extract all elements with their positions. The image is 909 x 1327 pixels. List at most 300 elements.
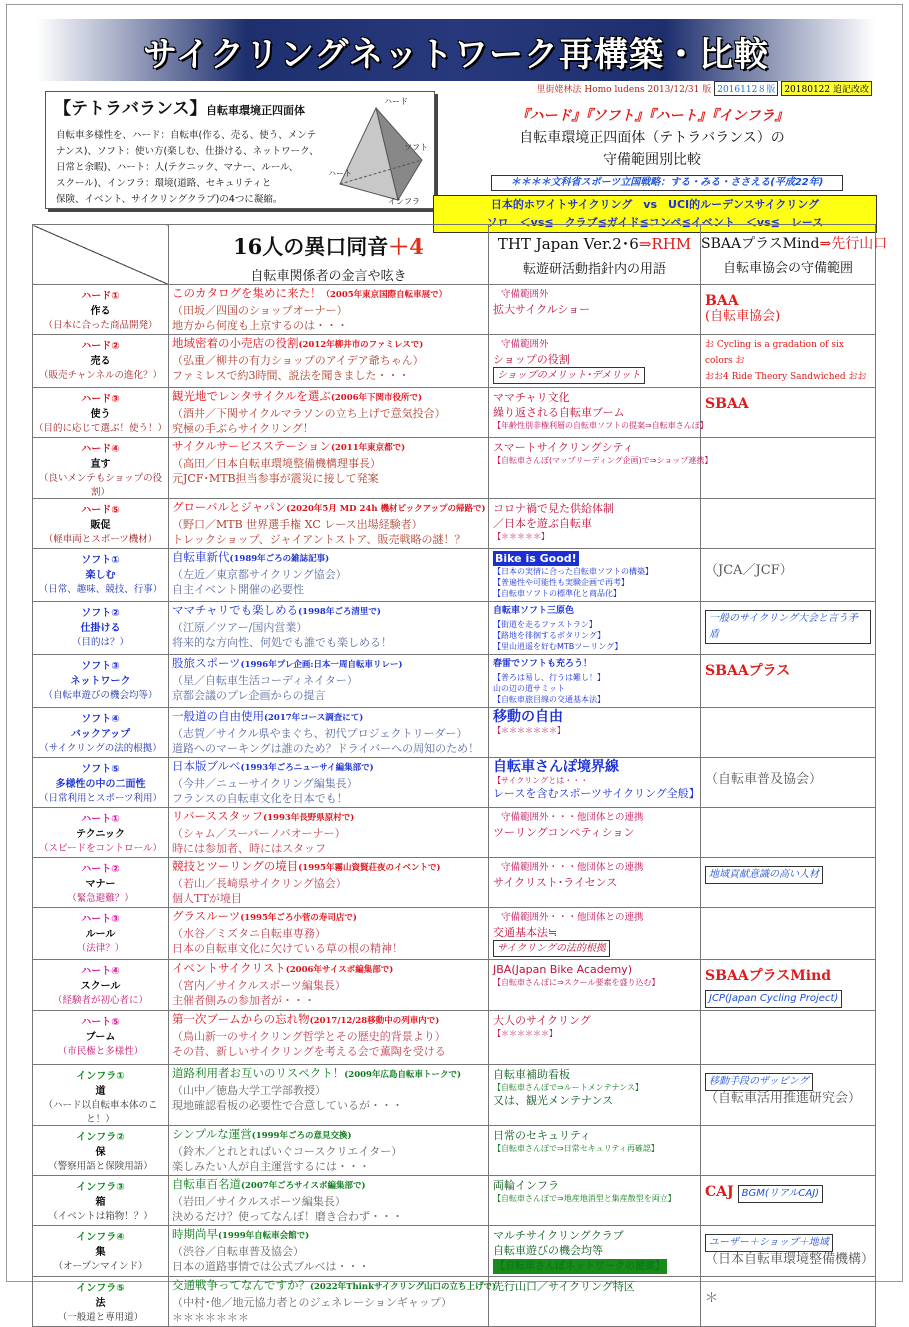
- sbaa-cell: [701, 1011, 876, 1065]
- quote-source: (2006年下関市役所で): [330, 393, 423, 403]
- quote-cell: [169, 602, 489, 655]
- quote-text: 第一次ブームからの忘れ物: [172, 1012, 310, 1026]
- sbaa-line: 移動手段のザッピング: [705, 1073, 813, 1091]
- category-cell: [33, 388, 169, 438]
- quote-source: (1993年ごろニューサイ編集部で): [240, 763, 374, 773]
- quote-headline: [172, 439, 485, 456]
- quote-text: 一般道の自由使用: [172, 709, 264, 723]
- quote-headline: [172, 1177, 485, 1194]
- category-number: ハード⑤: [81, 505, 120, 516]
- quote-source: （2005年東京国際自転車展で）: [321, 290, 448, 300]
- sbaa-line: (自転車協会): [705, 309, 781, 324]
- quote-note: 主催者側みの参加者が・・・: [172, 994, 315, 1007]
- tht-line: マルチサイクリングクラブ: [493, 1229, 624, 1242]
- quote-note: 現地確認看板の必要性で合意しているが・・・: [172, 1099, 403, 1112]
- quote-headline: [172, 389, 485, 406]
- tht-line: 両輪インフラ: [493, 1179, 559, 1192]
- quote-speaker: （岩田／サイクルスポーツ編集長）: [172, 1195, 346, 1208]
- sbaa-line: BGM(リアルCAJ): [738, 1185, 823, 1203]
- tht-line: 【里山逍遥を好むMTBツーリング】: [493, 642, 623, 651]
- quote-text: リバーススタッフ: [172, 809, 264, 823]
- tht-line: 【自転車ソフトの標準化と商品化】: [493, 589, 621, 598]
- quote-text: このカタログを集めに来た！: [172, 286, 322, 300]
- quote-note: 道路へのマーキングは誰のため？ドライバーへの周知のため！: [172, 742, 480, 755]
- tht-line: 自転車遊びの機会均等: [493, 1244, 603, 1257]
- tht-line: 【自転車さんぽで⇒日常セキュリティ再確認】: [493, 1144, 659, 1153]
- quote-cell: [169, 708, 489, 758]
- category-word: 楽しむ: [85, 570, 116, 581]
- sbaa-line: SBAAプラス: [705, 663, 791, 679]
- category-number: インフラ③: [76, 1182, 125, 1193]
- tht-line: 【自転車旅目線の交通基本法】: [493, 695, 605, 704]
- quote-speaker: （鈴木／とれとればいぐコースクリエイター）: [172, 1145, 403, 1158]
- sbaa-cell: [701, 960, 876, 1011]
- tht-cell: [489, 335, 701, 388]
- tht-line: 【年齢性別非権利層の自転車ソフトの提案⇒自転車さんぽ】: [493, 421, 708, 430]
- quote-cell: [169, 1126, 489, 1176]
- tht-line: 守備範囲外: [501, 339, 549, 350]
- tht-line: ショップのメリット･デメリット: [493, 367, 645, 384]
- tht-line: 拡大サイクルショー: [493, 303, 591, 316]
- title-banner: [37, 19, 875, 81]
- category-word: テクニック: [76, 829, 125, 840]
- category-cell: [33, 655, 169, 708]
- table-row: [33, 858, 876, 908]
- tht-cell: [489, 1011, 701, 1065]
- sbaa-line: （JCA／JCF）: [705, 563, 793, 578]
- tetra-line: 保険、イベント、サイクリングクラブ)の4つに凝縮。: [56, 194, 283, 205]
- quote-speaker: （中村･他／地元協力者とのジェネレーションギャップ）: [172, 1296, 452, 1309]
- quote-speaker: （渋谷／自転車普及協会）: [172, 1245, 304, 1258]
- tht-line: 繰り返される自転車ブーム: [493, 406, 625, 419]
- quote-headline: [172, 500, 485, 517]
- quote-source: (1996年プレ企画:日本一周自転車リレー): [240, 660, 403, 670]
- edition-main: 里街姥林法 Homo ludens 2013/12/31 版: [536, 85, 712, 95]
- label-hard: ハード: [384, 97, 408, 106]
- quote-text: 観光地でレンタサイクルを選ぶ: [172, 389, 331, 403]
- quote-headline: [172, 336, 485, 353]
- tht-line: 【＊＊＊＊＊＊＊】: [493, 726, 565, 735]
- strategy-note: ＊＊＊＊文科省スポーツ立国戦略：する・みる・ささえる(平成22年): [491, 175, 843, 191]
- quote-source: (1995年ごろ小菅の寿司店で): [240, 913, 357, 923]
- category-desc: （経験者が初心者に）: [52, 995, 148, 1006]
- sbaa-line: ＊: [705, 1291, 719, 1306]
- sbaa-cell: [701, 758, 876, 808]
- tht-cell: [489, 1126, 701, 1176]
- quote-source: (1999年ごろの意見交換): [251, 1131, 352, 1141]
- quote-headline: [172, 286, 485, 303]
- tht-line: 【日本の実情に合った自転車ソフトの構築】: [493, 567, 653, 576]
- edition-line: [537, 81, 872, 96]
- category-word: 使う: [90, 409, 111, 420]
- quote-cell: [169, 438, 489, 499]
- header-tht-main: THT Japan Ver.2･6: [497, 235, 639, 253]
- quote-text: 時期尚早: [172, 1227, 218, 1241]
- table-row: [33, 1011, 876, 1065]
- category-number: ハート②: [81, 864, 120, 875]
- category-cell: [33, 1176, 169, 1226]
- category-word: バックアップ: [70, 729, 131, 740]
- tht-line: 交通基本法≒: [493, 926, 558, 939]
- label-heart: ハート: [328, 169, 352, 178]
- category-cell: [33, 549, 169, 602]
- tetra-heading: 【テトラバランス】: [54, 99, 207, 119]
- quote-speaker: （星／自転車生活コーディネイター）: [172, 674, 358, 687]
- quote-text: シンプルな運営: [172, 1127, 252, 1141]
- quote-text: 自転車百名道: [172, 1177, 241, 1191]
- tht-line: 守備範囲外・・・他団体との連携: [501, 912, 644, 923]
- category-number: ハード④: [81, 444, 120, 455]
- category-desc: （日常利用とスポーツ利用）: [38, 793, 163, 804]
- quote-source: (2011年東京都で): [330, 443, 406, 453]
- category-cell: [33, 438, 169, 499]
- sbaa-line: SBAAプラスMind: [705, 968, 832, 984]
- quote-source: (1989年ごろの雑誌記事): [229, 554, 330, 564]
- quote-text: サイクルサービスステーション: [172, 439, 331, 453]
- quote-speaker: （宮内／サイクルスポーツ編集長）: [172, 979, 346, 992]
- quote-source: (2006年サイスポ編集部で): [285, 965, 394, 975]
- tht-line: 大人のサイクリング: [493, 1014, 591, 1027]
- category-cell: [33, 285, 169, 335]
- tetra-subtitle: 自転車環境正四面体: [206, 104, 305, 117]
- sbaa-line: SBAA: [705, 396, 749, 412]
- tetra-description: [56, 128, 336, 208]
- tht-line: 日常のセキュリティ: [493, 1129, 591, 1142]
- quote-cell: [169, 758, 489, 808]
- header-sbaa-main: SBAAプラスMind: [701, 236, 820, 252]
- category-desc: （軽車両とスポーツ機材）: [43, 534, 158, 545]
- quote-cell: [169, 285, 489, 335]
- header-tht-sub: 転遊研活動指針内の用語: [522, 262, 666, 277]
- quote-source: (2009年広島自転車トークで): [344, 1070, 461, 1080]
- category-word: 法: [95, 1298, 106, 1309]
- header-quotes-plus: ＋4: [388, 234, 424, 259]
- category-cell: [33, 960, 169, 1011]
- sbaa-cell: [701, 858, 876, 908]
- quote-cell: [169, 808, 489, 858]
- category-word: 販促: [90, 520, 111, 531]
- category-desc: （一般道と専用道）: [57, 1312, 144, 1323]
- tht-cell: [489, 438, 713, 499]
- tht-line: 山の辺の道サミット: [493, 684, 565, 693]
- category-desc: （オープンマインド）: [53, 1261, 148, 1272]
- sbaa-cell: [701, 1065, 876, 1126]
- category-desc: （日本に合った商品開発）: [43, 320, 158, 331]
- quote-speaker: （シャム／スーパーノバオーナー）: [172, 827, 346, 840]
- category-number: インフラ②: [76, 1132, 125, 1143]
- category-desc: （良いメンテもショップの役割）: [38, 473, 163, 498]
- tht-line: コロナ禍で見た供給体制: [493, 502, 614, 515]
- tht-line: 守備範囲外・・・他団体との連携: [501, 862, 644, 873]
- quote-headline: [172, 759, 485, 776]
- category-number: インフラ④: [76, 1232, 125, 1243]
- sbaa-cell: [701, 655, 876, 708]
- tht-cell: [489, 285, 701, 335]
- quote-speaker: （野口／MTB 世界選手権 XC レース出場経験者）: [172, 518, 423, 531]
- category-number: ハート④: [81, 966, 120, 977]
- table-row: [33, 388, 876, 438]
- tht-line: 【自転車さんぽ(マップリーディング企画)で⇒ショップ連携】: [493, 456, 713, 465]
- tht-line: 自転車ソフト三原色: [493, 606, 575, 616]
- sbaa-cell: [701, 602, 876, 655]
- sbaa-line: （自転車活用推進研究会）: [705, 1091, 862, 1106]
- sbaa-cell: [701, 499, 876, 549]
- tht-cell: [489, 758, 701, 808]
- tetra-line: スクール)、インフラ：環境(道路、セキュリティと: [56, 178, 272, 189]
- tht-line: 自転車補助看板: [493, 1068, 570, 1081]
- highlight-line-1: 日本的ホワイトサイクリング vs UCI的ルーデンスサイクリング: [490, 198, 820, 211]
- category-cell: [33, 708, 169, 758]
- tht-line: 【自転車さんぽで⇒地産地消型と集産散型を両立】: [493, 1194, 676, 1203]
- quote-note: フランスの自転車文化を日本でも！: [172, 792, 348, 805]
- category-desc: （ハード以自転車本体のこと！）: [43, 1100, 158, 1125]
- quote-speaker: （田坂／四国のショップオーナー）: [172, 304, 348, 317]
- tht-line: 【普遍性や可能性も実験企画で再考】: [493, 578, 629, 587]
- table-row: [33, 1126, 876, 1176]
- quote-note: トレックショップ、ジャイアントストア、販売戦略の謎！？: [172, 533, 466, 546]
- comparison-title: [447, 105, 857, 169]
- quote-cell: [169, 1277, 497, 1327]
- category-word: ルール: [85, 929, 116, 940]
- category-number: ハード②: [81, 341, 120, 352]
- tht-cell: [489, 499, 701, 549]
- quote-note: 自主イベント開催の必要性: [172, 583, 304, 596]
- tht-cell: [489, 549, 701, 602]
- quote-text: 競技とツーリングの境目: [172, 859, 299, 873]
- tetra-line: 日常と余暇)、ハート：人(テクニック、マナー、ルール、: [56, 162, 299, 173]
- sbaa-line: ユーザー＋ショップ＋地域: [705, 1234, 833, 1252]
- category-number: インフラ⑤: [76, 1283, 125, 1294]
- header-tht-red: ⇒RHM: [638, 235, 692, 253]
- quote-speaker: （水谷／ミズタニ自転車専務）: [172, 927, 326, 940]
- quote-speaker: （志賀／サイクル県やまぐち、初代プロジェクトリーダー）: [172, 727, 468, 740]
- category-number: ハード①: [81, 291, 120, 302]
- quote-headline: [172, 1066, 485, 1083]
- tht-line: ツーリングコンペティション: [493, 826, 635, 839]
- tht-cell: [489, 708, 701, 758]
- category-word: 売る: [90, 356, 111, 367]
- tht-line: 【＊＊＊＊＊＊】: [493, 1029, 557, 1038]
- quote-text: ママチャリでも楽しめる: [172, 603, 299, 617]
- tht-line: 【＊＊＊＊＊】: [493, 532, 549, 541]
- quote-headline: [172, 961, 485, 978]
- category-desc: （サイクリングの法的根拠）: [39, 743, 162, 754]
- category-number: ソフト④: [81, 714, 120, 725]
- label-infra: インフラ: [388, 197, 420, 206]
- category-desc: （市民権と多様性）: [57, 1046, 144, 1057]
- tht-line: 守備範囲外・・・他団体との連携: [501, 812, 644, 823]
- quote-headline: [172, 909, 485, 926]
- tht-line: 春雷でソフトも充ろう！: [493, 659, 593, 669]
- category-cell: [33, 335, 169, 388]
- quote-speaker: （弘重／柳井の有力ショップのアイデア爺ちゃん）: [172, 354, 424, 367]
- table-row: [33, 960, 876, 1011]
- sbaa-line: JCP(Japan Cycling Project): [705, 990, 842, 1008]
- category-number: ソフト②: [81, 608, 120, 619]
- category-word: 直す: [90, 459, 111, 470]
- quote-headline: [172, 1278, 497, 1295]
- category-desc: （法律？）: [76, 943, 125, 954]
- tht-cell: [489, 858, 701, 908]
- sbaa-cell: [701, 708, 876, 758]
- quote-speaker: （江原／ツアー/国内営業）: [172, 621, 308, 634]
- quote-source: (2017年コース調査にて): [264, 713, 364, 723]
- table-row: [33, 438, 876, 499]
- category-number: ハート⑤: [81, 1017, 120, 1028]
- quote-note: 日本の自転車文化に欠けている草の根の精神！: [172, 942, 403, 955]
- edition-box-2: 20180122 追記改改: [781, 81, 872, 96]
- category-cell: [33, 1226, 169, 1277]
- tht-line: サイクリングの法的根拠: [493, 940, 610, 957]
- quote-note: ＊＊＊＊＊＊＊: [172, 1311, 249, 1324]
- table-row: [33, 655, 876, 708]
- quote-cell: [169, 499, 489, 549]
- quote-text: 自転車新代: [172, 550, 230, 564]
- category-word: 道: [95, 1086, 106, 1097]
- quote-text: グラスルーツ: [172, 909, 241, 923]
- category-desc: （警察用語と保険用語）: [48, 1161, 153, 1172]
- quote-source: (1999年自転車会館で): [218, 1231, 310, 1241]
- tetra-line: ナンス)、ソフト：使い方(楽しむ、仕掛ける、ネットワーク、: [56, 146, 319, 157]
- tht-cell: [489, 1226, 701, 1277]
- category-number: ソフト①: [81, 555, 120, 566]
- category-word: 保: [95, 1147, 106, 1158]
- tht-cell: [489, 908, 701, 960]
- tht-cell: [489, 388, 708, 438]
- category-desc: （緊急避難？）: [67, 893, 134, 904]
- table-row: [33, 1065, 876, 1126]
- tht-line: 【自転車さんぽネットワークの提案】: [495, 1261, 665, 1272]
- tht-cell: [489, 1065, 701, 1126]
- header-quotes-sub: 自転車関係者の金言や呟き: [250, 269, 407, 284]
- tht-line: JBA(Japan Bike Academy): [493, 963, 633, 976]
- quote-speaker: （山中／徳島大学工学部教授）: [172, 1084, 326, 1097]
- tht-cell: [489, 808, 701, 858]
- tht-line: Bike is Good!: [495, 552, 577, 565]
- category-desc: （販売チャンネルの進化？）: [39, 370, 162, 381]
- sbaa-cell: [701, 335, 876, 388]
- category-desc: （目的に応じて選ぶ！使う！）: [33, 423, 167, 434]
- sbaa-cell: [701, 549, 876, 602]
- sbaa-line: （自転車普及協会）: [705, 772, 823, 787]
- category-cell: [33, 1011, 169, 1065]
- category-number: ハート③: [81, 914, 120, 925]
- tht-cell: [489, 1176, 701, 1226]
- table-row: [33, 335, 876, 388]
- table-row: [33, 285, 876, 335]
- tht-line: サイクリスト･ライセンス: [493, 876, 618, 889]
- tht-cell: [489, 655, 701, 708]
- table-row: [33, 808, 876, 858]
- tht-line: 【自転車さんぽに⇒スクール要素を盛り込む】: [493, 978, 660, 987]
- sbaa-cell: [701, 438, 876, 499]
- category-desc: （目的は？）: [71, 637, 129, 648]
- header-quotes: [169, 225, 489, 285]
- category-cell: [33, 1126, 169, 1176]
- category-number: ハート①: [81, 814, 120, 825]
- quote-headline: [172, 709, 485, 726]
- quote-text: 日本版ブルベ: [172, 759, 241, 773]
- sbaa-line: お Cycling is a gradation of six colors お: [705, 340, 844, 366]
- category-word: 作る: [90, 306, 111, 317]
- sbaa-cell: [701, 808, 876, 858]
- sbaa-line: BAA: [705, 293, 739, 309]
- tht-cell: [489, 602, 701, 655]
- quote-cell: [169, 858, 489, 908]
- category-cell: [33, 499, 169, 549]
- quote-note: 個人TTが境目: [172, 892, 242, 905]
- quote-note: 究極の手ぶらサイクリング！: [172, 422, 314, 435]
- edition-box-1: 2016112８版: [714, 81, 778, 96]
- sbaa-cell: [701, 1226, 876, 1277]
- tht-line: 【サイクリングとは・・・: [493, 776, 589, 785]
- sbaa-cell: [701, 1176, 876, 1226]
- tht-line: 移動の自由: [493, 709, 563, 725]
- quote-cell: [169, 908, 489, 960]
- category-cell: [33, 808, 169, 858]
- quote-cell: [169, 655, 489, 708]
- quote-speaker: （今井／ニューサイクリング編集長）: [172, 777, 358, 790]
- category-number: ソフト⑤: [81, 764, 120, 775]
- category-word: 集: [95, 1247, 106, 1258]
- quote-headline: [172, 1227, 485, 1244]
- tht-line: 【路地を徘徊するポタリング】: [493, 631, 606, 640]
- quote-text: 道路利用者お互いのリスペクト！: [172, 1066, 345, 1080]
- quote-text: イベントサイクリスト: [172, 961, 286, 975]
- sbaa-cell: [701, 285, 876, 335]
- quote-note: 決めるだけ？使ってなんぼ！磨き合わず・・・: [172, 1210, 403, 1223]
- header-tht: [489, 225, 701, 285]
- category-cell: [33, 908, 169, 960]
- category-desc: （スピードをコントロール）: [39, 843, 162, 854]
- category-word: 仕掛ける: [80, 623, 121, 634]
- quote-note: 元JCF･MTB担当参事が震災に接して発案: [172, 472, 379, 485]
- quote-speaker: （酒井／下関サイクルマラソンの立ち上げで意気投合）: [172, 407, 446, 420]
- quote-speaker: （鳥山新一のサイクリング哲学とその歴史的背景より）: [172, 1030, 446, 1043]
- quote-cell: [169, 388, 489, 438]
- table-row: [33, 908, 876, 960]
- category-desc: （日常、趣味、競技、行事）: [38, 584, 163, 595]
- table-row: [33, 602, 876, 655]
- label-soft: ソフト: [404, 143, 428, 152]
- category-cell: [33, 858, 169, 908]
- tht-line: 又は、観光メンテナンス: [493, 1094, 614, 1107]
- category-number: インフラ①: [76, 1071, 125, 1082]
- tht-line: 守備範囲外: [501, 289, 549, 300]
- quote-headline: [172, 603, 485, 620]
- category-word: スクール: [80, 981, 121, 992]
- quote-speaker: （高田／日本自転車環境整備機構理事長）: [172, 457, 381, 470]
- category-number: ソフト③: [81, 661, 120, 672]
- comparison-subtitle-2: 守備範囲別比較: [603, 152, 701, 168]
- header-sbaa-sub: 自転車協会の守備範囲: [722, 261, 853, 276]
- category-word: 多様性の中の二面性: [55, 779, 146, 790]
- category-word: 箱: [95, 1197, 106, 1208]
- sbaa-line: 地域貢献意識の高い人材: [705, 866, 823, 884]
- four-categories: 『ハード』『ソフト』『ハート』『インフラ』: [515, 108, 789, 124]
- category-cell: [33, 602, 169, 655]
- quote-headline: [172, 1012, 485, 1029]
- sbaa-cell: [701, 908, 876, 960]
- tht-line: 【街道を走るファストラン】: [493, 620, 597, 629]
- header-sbaa-red: ⇒先行山口: [819, 236, 888, 252]
- quote-source: (1998年ごろ清里で): [298, 607, 381, 617]
- tht-line: ／日本を遊ぶ自転車: [493, 517, 592, 530]
- quote-headline: [172, 656, 485, 673]
- category-word: ネットワーク: [70, 676, 131, 687]
- header-sbaa: [701, 225, 888, 285]
- quote-text: グローバルとジャパン: [172, 500, 287, 514]
